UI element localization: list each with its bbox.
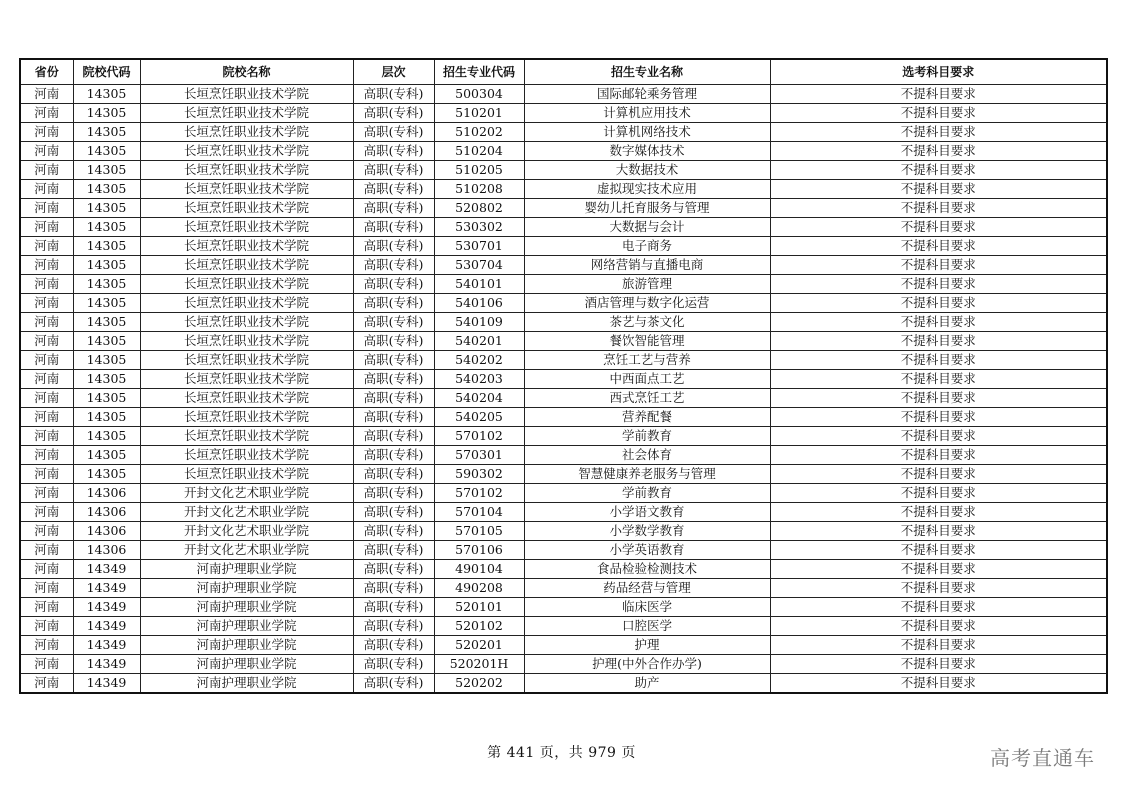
table-header bbox=[20, 59, 1107, 85]
cell-school-code: 14305 bbox=[73, 85, 140, 104]
watermark-text: 高考直通车 bbox=[990, 746, 1095, 770]
cell-major-name: 计算机应用技术 bbox=[524, 104, 770, 123]
cell-major-code: 540205 bbox=[434, 408, 524, 427]
cell-school-name: 长垣烹饪职业技术学院 bbox=[140, 161, 353, 180]
cell-major-code: 510205 bbox=[434, 161, 524, 180]
cell-school-code: 14305 bbox=[73, 123, 140, 142]
cell-school-name: 河南护理职业学院 bbox=[140, 636, 353, 655]
cell-level: 高职(专科) bbox=[353, 237, 434, 256]
cell-major-code: 510208 bbox=[434, 180, 524, 199]
cell-subject-requirement: 不提科目要求 bbox=[770, 161, 1107, 180]
cell-school-code: 14305 bbox=[73, 180, 140, 199]
cell-major-name: 茶艺与茶文化 bbox=[524, 313, 770, 332]
cell-school-code: 14305 bbox=[73, 427, 140, 446]
cell-province: 河南 bbox=[20, 104, 73, 123]
cell-major-name: 大数据与会计 bbox=[524, 218, 770, 237]
cell-major-code: 520101 bbox=[434, 598, 524, 617]
cell-level: 高职(专科) bbox=[353, 465, 434, 484]
cell-school-name: 河南护理职业学院 bbox=[140, 560, 353, 579]
cell-major-code: 540204 bbox=[434, 389, 524, 408]
cell-major-name: 婴幼儿托育服务与管理 bbox=[524, 199, 770, 218]
table-row bbox=[20, 256, 1107, 275]
cell-major-code: 510201 bbox=[434, 104, 524, 123]
cell-major-code: 570102 bbox=[434, 484, 524, 503]
cell-school-code: 14349 bbox=[73, 598, 140, 617]
cell-level: 高职(专科) bbox=[353, 598, 434, 617]
cell-level: 高职(专科) bbox=[353, 484, 434, 503]
cell-major-name: 小学数学教育 bbox=[524, 522, 770, 541]
cell-school-code: 14305 bbox=[73, 104, 140, 123]
admissions-table-container bbox=[19, 58, 1106, 694]
cell-major-code: 540201 bbox=[434, 332, 524, 351]
cell-school-code: 14306 bbox=[73, 503, 140, 522]
cell-province: 河南 bbox=[20, 484, 73, 503]
cell-province: 河南 bbox=[20, 256, 73, 275]
cell-subject-requirement: 不提科目要求 bbox=[770, 218, 1107, 237]
cell-subject-requirement: 不提科目要求 bbox=[770, 598, 1107, 617]
cell-school-code: 14305 bbox=[73, 313, 140, 332]
table-row bbox=[20, 370, 1107, 389]
table-row bbox=[20, 465, 1107, 484]
cell-school-code: 14305 bbox=[73, 256, 140, 275]
cell-school-code: 14349 bbox=[73, 579, 140, 598]
cell-school-name: 长垣烹饪职业技术学院 bbox=[140, 123, 353, 142]
cell-major-name: 护理(中外合作办学) bbox=[524, 655, 770, 674]
cell-school-name: 长垣烹饪职业技术学院 bbox=[140, 237, 353, 256]
cell-subject-requirement: 不提科目要求 bbox=[770, 541, 1107, 560]
cell-school-code: 14349 bbox=[73, 655, 140, 674]
table-body bbox=[20, 85, 1107, 694]
cell-school-name: 长垣烹饪职业技术学院 bbox=[140, 199, 353, 218]
cell-school-name: 长垣烹饪职业技术学院 bbox=[140, 104, 353, 123]
cell-subject-requirement: 不提科目要求 bbox=[770, 351, 1107, 370]
cell-school-code: 14349 bbox=[73, 560, 140, 579]
page-number: 第 441 页，共 979 页 bbox=[487, 745, 636, 761]
cell-school-code: 14305 bbox=[73, 142, 140, 161]
cell-level: 高职(专科) bbox=[353, 218, 434, 237]
cell-school-code: 14349 bbox=[73, 674, 140, 694]
cell-province: 河南 bbox=[20, 294, 73, 313]
cell-major-name: 助产 bbox=[524, 674, 770, 694]
cell-major-code: 510202 bbox=[434, 123, 524, 142]
cell-province: 河南 bbox=[20, 541, 73, 560]
cell-major-name: 计算机网络技术 bbox=[524, 123, 770, 142]
cell-school-code: 14305 bbox=[73, 370, 140, 389]
cell-subject-requirement: 不提科目要求 bbox=[770, 199, 1107, 218]
cell-school-name: 长垣烹饪职业技术学院 bbox=[140, 446, 353, 465]
cell-school-name: 长垣烹饪职业技术学院 bbox=[140, 256, 353, 275]
cell-province: 河南 bbox=[20, 389, 73, 408]
cell-province: 河南 bbox=[20, 503, 73, 522]
cell-major-name: 食品检验检测技术 bbox=[524, 560, 770, 579]
table-row bbox=[20, 674, 1107, 694]
cell-level: 高职(专科) bbox=[353, 408, 434, 427]
cell-major-code: 490104 bbox=[434, 560, 524, 579]
cell-school-code: 14305 bbox=[73, 465, 140, 484]
cell-level: 高职(专科) bbox=[353, 332, 434, 351]
cell-school-name: 长垣烹饪职业技术学院 bbox=[140, 465, 353, 484]
cell-province: 河南 bbox=[20, 370, 73, 389]
cell-subject-requirement: 不提科目要求 bbox=[770, 256, 1107, 275]
cell-school-name: 长垣烹饪职业技术学院 bbox=[140, 427, 353, 446]
cell-major-name: 临床医学 bbox=[524, 598, 770, 617]
cell-subject-requirement: 不提科目要求 bbox=[770, 142, 1107, 161]
cell-province: 河南 bbox=[20, 85, 73, 104]
cell-subject-requirement: 不提科目要求 bbox=[770, 180, 1107, 199]
cell-province: 河南 bbox=[20, 237, 73, 256]
table-row bbox=[20, 161, 1107, 180]
table-row bbox=[20, 598, 1107, 617]
cell-major-code: 540203 bbox=[434, 370, 524, 389]
cell-subject-requirement: 不提科目要求 bbox=[770, 294, 1107, 313]
cell-subject-requirement: 不提科目要求 bbox=[770, 484, 1107, 503]
cell-school-code: 14305 bbox=[73, 161, 140, 180]
cell-province: 河南 bbox=[20, 275, 73, 294]
table-row bbox=[20, 85, 1107, 104]
cell-province: 河南 bbox=[20, 617, 73, 636]
cell-major-code: 570301 bbox=[434, 446, 524, 465]
cell-major-code: 530701 bbox=[434, 237, 524, 256]
header-school-name: 院校名称 bbox=[140, 59, 353, 85]
cell-level: 高职(专科) bbox=[353, 294, 434, 313]
cell-level: 高职(专科) bbox=[353, 522, 434, 541]
header-level: 层次 bbox=[353, 59, 434, 85]
cell-subject-requirement: 不提科目要求 bbox=[770, 446, 1107, 465]
cell-major-name: 国际邮轮乘务管理 bbox=[524, 85, 770, 104]
cell-school-code: 14306 bbox=[73, 522, 140, 541]
header-major-name: 招生专业名称 bbox=[524, 59, 770, 85]
cell-school-name: 长垣烹饪职业技术学院 bbox=[140, 389, 353, 408]
table-row bbox=[20, 237, 1107, 256]
cell-school-code: 14305 bbox=[73, 218, 140, 237]
table-row bbox=[20, 313, 1107, 332]
table-row bbox=[20, 104, 1107, 123]
cell-level: 高职(专科) bbox=[353, 636, 434, 655]
table-row bbox=[20, 332, 1107, 351]
cell-subject-requirement: 不提科目要求 bbox=[770, 408, 1107, 427]
cell-province: 河南 bbox=[20, 161, 73, 180]
cell-level: 高职(专科) bbox=[353, 256, 434, 275]
cell-province: 河南 bbox=[20, 332, 73, 351]
cell-province: 河南 bbox=[20, 465, 73, 484]
cell-subject-requirement: 不提科目要求 bbox=[770, 655, 1107, 674]
table-row bbox=[20, 123, 1107, 142]
table-row bbox=[20, 446, 1107, 465]
cell-level: 高职(专科) bbox=[353, 123, 434, 142]
cell-level: 高职(专科) bbox=[353, 427, 434, 446]
cell-major-name: 药品经营与管理 bbox=[524, 579, 770, 598]
cell-major-code: 520802 bbox=[434, 199, 524, 218]
cell-school-name: 开封文化艺术职业学院 bbox=[140, 503, 353, 522]
cell-subject-requirement: 不提科目要求 bbox=[770, 617, 1107, 636]
cell-level: 高职(专科) bbox=[353, 313, 434, 332]
cell-major-code: 540101 bbox=[434, 275, 524, 294]
cell-subject-requirement: 不提科目要求 bbox=[770, 332, 1107, 351]
cell-school-name: 长垣烹饪职业技术学院 bbox=[140, 332, 353, 351]
cell-level: 高职(专科) bbox=[353, 389, 434, 408]
cell-province: 河南 bbox=[20, 655, 73, 674]
cell-subject-requirement: 不提科目要求 bbox=[770, 85, 1107, 104]
cell-major-code: 530704 bbox=[434, 256, 524, 275]
cell-level: 高职(专科) bbox=[353, 674, 434, 694]
cell-major-name: 烹饪工艺与营养 bbox=[524, 351, 770, 370]
cell-major-name: 学前教育 bbox=[524, 427, 770, 446]
header-province: 省份 bbox=[20, 59, 73, 85]
cell-level: 高职(专科) bbox=[353, 85, 434, 104]
cell-major-code: 520202 bbox=[434, 674, 524, 694]
cell-major-name: 虚拟现实技术应用 bbox=[524, 180, 770, 199]
table-row bbox=[20, 427, 1107, 446]
cell-level: 高职(专科) bbox=[353, 446, 434, 465]
cell-major-name: 网络营销与直播电商 bbox=[524, 256, 770, 275]
header-major-code: 招生专业代码 bbox=[434, 59, 524, 85]
cell-school-code: 14305 bbox=[73, 294, 140, 313]
cell-subject-requirement: 不提科目要求 bbox=[770, 370, 1107, 389]
cell-major-code: 540109 bbox=[434, 313, 524, 332]
table-row bbox=[20, 541, 1107, 560]
cell-school-name: 开封文化艺术职业学院 bbox=[140, 522, 353, 541]
table-row bbox=[20, 579, 1107, 598]
cell-major-name: 酒店管理与数字化运营 bbox=[524, 294, 770, 313]
cell-province: 河南 bbox=[20, 408, 73, 427]
cell-major-code: 520201 bbox=[434, 636, 524, 655]
cell-subject-requirement: 不提科目要求 bbox=[770, 503, 1107, 522]
cell-level: 高职(专科) bbox=[353, 617, 434, 636]
table-row bbox=[20, 199, 1107, 218]
cell-school-code: 14305 bbox=[73, 237, 140, 256]
cell-major-code: 520102 bbox=[434, 617, 524, 636]
cell-subject-requirement: 不提科目要求 bbox=[770, 579, 1107, 598]
cell-subject-requirement: 不提科目要求 bbox=[770, 123, 1107, 142]
table-row bbox=[20, 408, 1107, 427]
cell-school-name: 长垣烹饪职业技术学院 bbox=[140, 408, 353, 427]
cell-subject-requirement: 不提科目要求 bbox=[770, 275, 1107, 294]
cell-school-name: 长垣烹饪职业技术学院 bbox=[140, 180, 353, 199]
cell-province: 河南 bbox=[20, 218, 73, 237]
cell-province: 河南 bbox=[20, 598, 73, 617]
cell-school-code: 14305 bbox=[73, 332, 140, 351]
table-row bbox=[20, 503, 1107, 522]
cell-subject-requirement: 不提科目要求 bbox=[770, 560, 1107, 579]
table-row bbox=[20, 617, 1107, 636]
cell-school-name: 河南护理职业学院 bbox=[140, 579, 353, 598]
cell-major-code: 540106 bbox=[434, 294, 524, 313]
table-row bbox=[20, 351, 1107, 370]
cell-school-code: 14305 bbox=[73, 446, 140, 465]
cell-level: 高职(专科) bbox=[353, 142, 434, 161]
cell-major-name: 智慧健康养老服务与管理 bbox=[524, 465, 770, 484]
cell-school-name: 长垣烹饪职业技术学院 bbox=[140, 294, 353, 313]
cell-province: 河南 bbox=[20, 560, 73, 579]
cell-subject-requirement: 不提科目要求 bbox=[770, 522, 1107, 541]
cell-school-name: 长垣烹饪职业技术学院 bbox=[140, 142, 353, 161]
header-school-code: 院校代码 bbox=[73, 59, 140, 85]
cell-major-code: 570102 bbox=[434, 427, 524, 446]
cell-school-code: 14306 bbox=[73, 484, 140, 503]
cell-province: 河南 bbox=[20, 636, 73, 655]
cell-province: 河南 bbox=[20, 427, 73, 446]
cell-school-name: 河南护理职业学院 bbox=[140, 617, 353, 636]
table-row bbox=[20, 636, 1107, 655]
cell-school-name: 长垣烹饪职业技术学院 bbox=[140, 218, 353, 237]
cell-subject-requirement: 不提科目要求 bbox=[770, 636, 1107, 655]
cell-subject-requirement: 不提科目要求 bbox=[770, 104, 1107, 123]
cell-school-name: 河南护理职业学院 bbox=[140, 655, 353, 674]
cell-level: 高职(专科) bbox=[353, 161, 434, 180]
cell-major-code: 570106 bbox=[434, 541, 524, 560]
cell-major-name: 餐饮智能管理 bbox=[524, 332, 770, 351]
cell-school-code: 14305 bbox=[73, 275, 140, 294]
cell-level: 高职(专科) bbox=[353, 560, 434, 579]
table-row bbox=[20, 522, 1107, 541]
cell-level: 高职(专科) bbox=[353, 541, 434, 560]
cell-school-name: 长垣烹饪职业技术学院 bbox=[140, 351, 353, 370]
cell-major-name: 学前教育 bbox=[524, 484, 770, 503]
cell-major-name: 社会体育 bbox=[524, 446, 770, 465]
cell-major-code: 510204 bbox=[434, 142, 524, 161]
cell-subject-requirement: 不提科目要求 bbox=[770, 389, 1107, 408]
cell-major-name: 电子商务 bbox=[524, 237, 770, 256]
cell-province: 河南 bbox=[20, 313, 73, 332]
cell-major-code: 520201H bbox=[434, 655, 524, 674]
cell-major-code: 540202 bbox=[434, 351, 524, 370]
cell-school-name: 开封文化艺术职业学院 bbox=[140, 484, 353, 503]
cell-province: 河南 bbox=[20, 522, 73, 541]
cell-subject-requirement: 不提科目要求 bbox=[770, 465, 1107, 484]
cell-major-name: 小学语文教育 bbox=[524, 503, 770, 522]
cell-level: 高职(专科) bbox=[353, 370, 434, 389]
cell-school-name: 开封文化艺术职业学院 bbox=[140, 541, 353, 560]
table-row bbox=[20, 389, 1107, 408]
table-row bbox=[20, 560, 1107, 579]
cell-major-code: 490208 bbox=[434, 579, 524, 598]
cell-major-name: 西式烹饪工艺 bbox=[524, 389, 770, 408]
cell-level: 高职(专科) bbox=[353, 199, 434, 218]
cell-school-code: 14349 bbox=[73, 636, 140, 655]
cell-subject-requirement: 不提科目要求 bbox=[770, 427, 1107, 446]
cell-province: 河南 bbox=[20, 579, 73, 598]
cell-province: 河南 bbox=[20, 180, 73, 199]
cell-level: 高职(专科) bbox=[353, 275, 434, 294]
header-subject-requirement: 选考科目要求 bbox=[770, 59, 1107, 85]
cell-level: 高职(专科) bbox=[353, 655, 434, 674]
cell-major-code: 530302 bbox=[434, 218, 524, 237]
table-row bbox=[20, 275, 1107, 294]
cell-major-name: 营养配餐 bbox=[524, 408, 770, 427]
cell-school-code: 14305 bbox=[73, 199, 140, 218]
cell-school-code: 14305 bbox=[73, 351, 140, 370]
cell-province: 河南 bbox=[20, 351, 73, 370]
cell-province: 河南 bbox=[20, 142, 73, 161]
cell-province: 河南 bbox=[20, 199, 73, 218]
table-row bbox=[20, 294, 1107, 313]
cell-major-name: 中西面点工艺 bbox=[524, 370, 770, 389]
cell-subject-requirement: 不提科目要求 bbox=[770, 674, 1107, 694]
cell-level: 高职(专科) bbox=[353, 180, 434, 199]
cell-school-name: 长垣烹饪职业技术学院 bbox=[140, 313, 353, 332]
table-row bbox=[20, 218, 1107, 237]
cell-major-code: 590302 bbox=[434, 465, 524, 484]
cell-school-code: 14306 bbox=[73, 541, 140, 560]
cell-major-name: 小学英语教育 bbox=[524, 541, 770, 560]
cell-school-code: 14305 bbox=[73, 408, 140, 427]
cell-school-name: 河南护理职业学院 bbox=[140, 598, 353, 617]
table-row bbox=[20, 180, 1107, 199]
table-row bbox=[20, 142, 1107, 161]
header-row bbox=[20, 59, 1107, 85]
table-row bbox=[20, 655, 1107, 674]
cell-major-name: 旅游管理 bbox=[524, 275, 770, 294]
cell-level: 高职(专科) bbox=[353, 351, 434, 370]
cell-level: 高职(专科) bbox=[353, 579, 434, 598]
cell-subject-requirement: 不提科目要求 bbox=[770, 237, 1107, 256]
cell-level: 高职(专科) bbox=[353, 104, 434, 123]
cell-major-code: 570105 bbox=[434, 522, 524, 541]
cell-level: 高职(专科) bbox=[353, 503, 434, 522]
table-row bbox=[20, 484, 1107, 503]
cell-school-name: 长垣烹饪职业技术学院 bbox=[140, 85, 353, 104]
cell-major-name: 大数据技术 bbox=[524, 161, 770, 180]
admissions-table bbox=[19, 58, 1108, 694]
cell-province: 河南 bbox=[20, 123, 73, 142]
cell-province: 河南 bbox=[20, 446, 73, 465]
cell-school-code: 14349 bbox=[73, 617, 140, 636]
cell-major-code: 500304 bbox=[434, 85, 524, 104]
cell-major-name: 数字媒体技术 bbox=[524, 142, 770, 161]
cell-subject-requirement: 不提科目要求 bbox=[770, 313, 1107, 332]
cell-province: 河南 bbox=[20, 674, 73, 694]
cell-major-name: 护理 bbox=[524, 636, 770, 655]
cell-school-name: 长垣烹饪职业技术学院 bbox=[140, 370, 353, 389]
cell-school-code: 14305 bbox=[73, 389, 140, 408]
cell-school-name: 河南护理职业学院 bbox=[140, 674, 353, 694]
cell-major-code: 570104 bbox=[434, 503, 524, 522]
cell-school-name: 长垣烹饪职业技术学院 bbox=[140, 275, 353, 294]
cell-major-name: 口腔医学 bbox=[524, 617, 770, 636]
